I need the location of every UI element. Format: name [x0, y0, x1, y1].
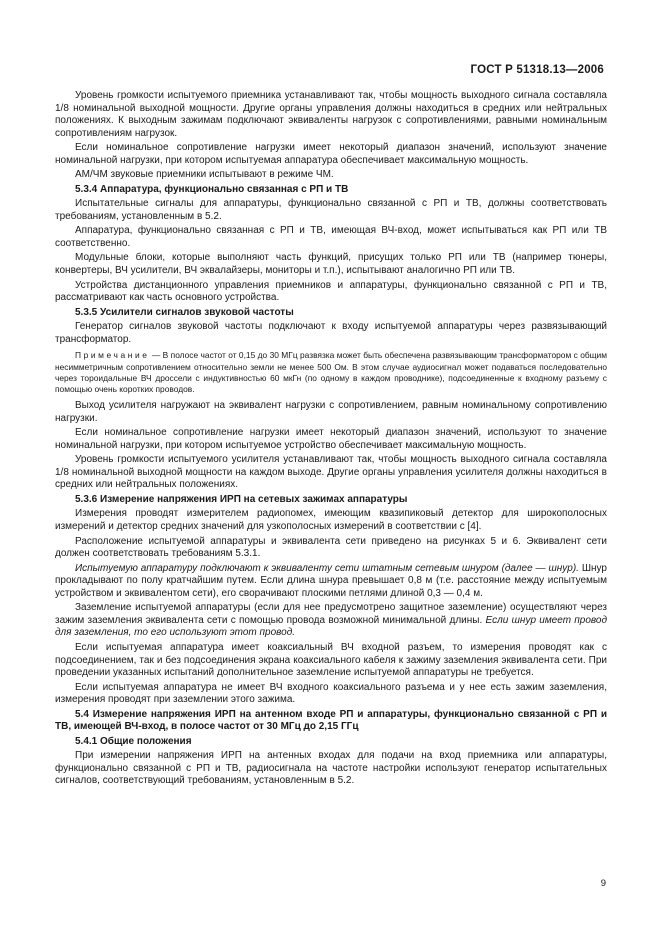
section-heading-5-3-6: 5.3.6 Измерение напряжения ИРП на сетевых зажимах аппаратуры: [75, 493, 408, 505]
note-paragraph: [55, 350, 607, 395]
grounding-italic-text: Если шнур имеет провод для заземления, то его используют этот провод.: [55, 614, 608, 639]
paragraph: Устройства дистанционного управления приемников и аппаратуры, функционально связанной с РП и ТВ, рассматривают как часть основного устройства.: [55, 279, 607, 304]
paragraph: Уровень громкости испытуемого приемника устанавливают так, чтобы мощность выходного сигнала составляла 1/8 номинальной выходной мощности. Другие органы управления должны находиться в средних или нейтральных положениях. К выходным зажимам подключают эквиваленты нагрузок с сопротивлениями, равными номинальным сопротивлениям нагрузок.: [55, 90, 607, 139]
cord-italic-text: Испытуемую аппаратуру подключают к эквиваленту сети штатным сетевым шнуром (далее — шнур).: [75, 562, 579, 574]
paragraph: Уровень громкости испытуемого усилителя устанавливают так, чтобы мощность выходного сигнала составляла 1/8 номинальной выходной мощности на каждом выходе. Другие органы управления усилителя должны находиться в средних или нейтральных положениях.: [55, 454, 607, 491]
paragraph: АМ/ЧМ звуковые приемники испытывают в режиме ЧМ.: [75, 169, 334, 181]
paragraph: Если номинальное сопротивление нагрузки имеет некоторый диапазон значений, используют значение номинальной нагрузки, при котором испытуемая аппаратура обеспечивает максимальную мощность.: [55, 142, 607, 166]
page-body: [55, 90, 607, 790]
note-text: — В полосе частот от 0,15 до 30 МГц развязка может быть обеспечена развязывающим трансформатором с общим несимметричным сопротивлением относительно земли не менее 500 Ом. В этом случае аудиосигнал может подаваться последовательно через тороидальные ВЧ дроссели с индуктивностью 60 мкГн (по одному в каждом проводнике), подсоединенные к входному разъему с помощью очень коротких проводов.: [55, 350, 607, 394]
paragraph: Измерения проводят измерителем радиопомех, имеющим квазипиковый детектор для широкополосных измерений и детектор средних значений для узкополосных измерений в соответствии с [4].: [55, 508, 607, 533]
section-heading-5-3-4: 5.3.4 Аппаратура, функционально связанная с РП и ТВ: [75, 183, 349, 195]
section-heading-5-4-1: 5.4.1 Общие положения: [75, 735, 192, 747]
cord-paragraph: [55, 563, 607, 601]
page-number: 9: [600, 878, 606, 889]
grounding-paragraph: [55, 602, 607, 640]
paragraph: Аппаратура, функционально связанная с РП и ТВ, имеющая ВЧ-вход, может испытываться как РП или ТВ соответственно.: [55, 225, 607, 249]
grounding-text: Заземление испытуемой аппаратуры (если для нее предусмотрено защитное заземление) осуществляют через зажим заземления эквивалента сети с помощью провода возможной минимальной длины.: [55, 602, 607, 626]
paragraph: Генератор сигналов звуковой частоты подключают к входу испытуемой аппаратуры через развязывающий трансформатор.: [55, 321, 607, 345]
paragraph: Если номинальное сопротивление нагрузки имеет некоторый диапазон значений, используют то значение номинальной нагрузки, при котором испытуемое устройство обеспечивает максимальную мощность.: [55, 427, 607, 451]
paragraph: Расположение испытуемой аппаратуры и эквивалента сети приведено на рисунках 5 и 6. Эквивалент сети должен соответствовать требованиям 5.3.1.: [55, 535, 607, 560]
note-label: Примечание: [75, 350, 150, 361]
document-id-header: ГОСТ Р 51318.13—2006: [470, 64, 604, 76]
paragraph: Если испытуемая аппаратура имеет коаксиальный ВЧ входной разъем, то измерения проводят как с подсоединением, так и без подсоединения экрана коаксиального кабеля к зажиму заземления эквивалента сети. При проведении указанных испытаний дополнительное заземление испытуемой аппаратуры не требуется.: [55, 641, 607, 679]
paragraph: Если испытуемая аппаратура не имеет ВЧ входного коаксиального разъема и у нее есть зажим заземления, измерения проводят при заземлении этого зажима.: [55, 681, 607, 706]
paragraph: Модульные блоки, которые выполняют часть функций, присущих только РП или ТВ (например тюнеры, конвертеры, ВЧ усилители, ВЧ эквалайзеры, мониторы и т.п.), испытывают аналогично РП или ТВ.: [55, 252, 607, 277]
paragraph: Испытательные сигналы для аппаратуры, функционально связанной с РП и ТВ, должны соответствовать требованиям, установленным в 5.2.: [55, 198, 607, 222]
paragraph: Выход усилителя нагружают на эквивалент нагрузки с сопротивлением, равным номинальному сопротивлению нагрузки.: [55, 400, 607, 424]
section-heading-5-4: 5.4 Измерение напряжения ИРП на антенном входе РП и аппаратуры, функционально связанной с РП и ТВ, имеющей ВЧ-вход, в полосе частот от 30 МГц до 2,15 ГГц: [55, 708, 607, 733]
cord-text: Шнур прокладывают по полу кратчайшим путем. Если длина шнура превышает 0,8 м (т.е. расстояние между испытуемым устройством и эквивалентом сети), его сворачивают плоскими петлями длиной 0,3 — 0,4 м.: [55, 562, 607, 599]
section-heading-5-3-5: 5.3.5 Усилители сигналов звуковой частоты: [75, 306, 294, 318]
paragraph: При измерении напряжения ИРП на антенных входах для подачи на вход приемника или аппаратуры, функционально связанной с РП и ТВ, радиосигнала на частоте настройки используют генератор испытательных сигналов, соответствующий требованиям, установленным в 5.2.: [55, 750, 607, 787]
